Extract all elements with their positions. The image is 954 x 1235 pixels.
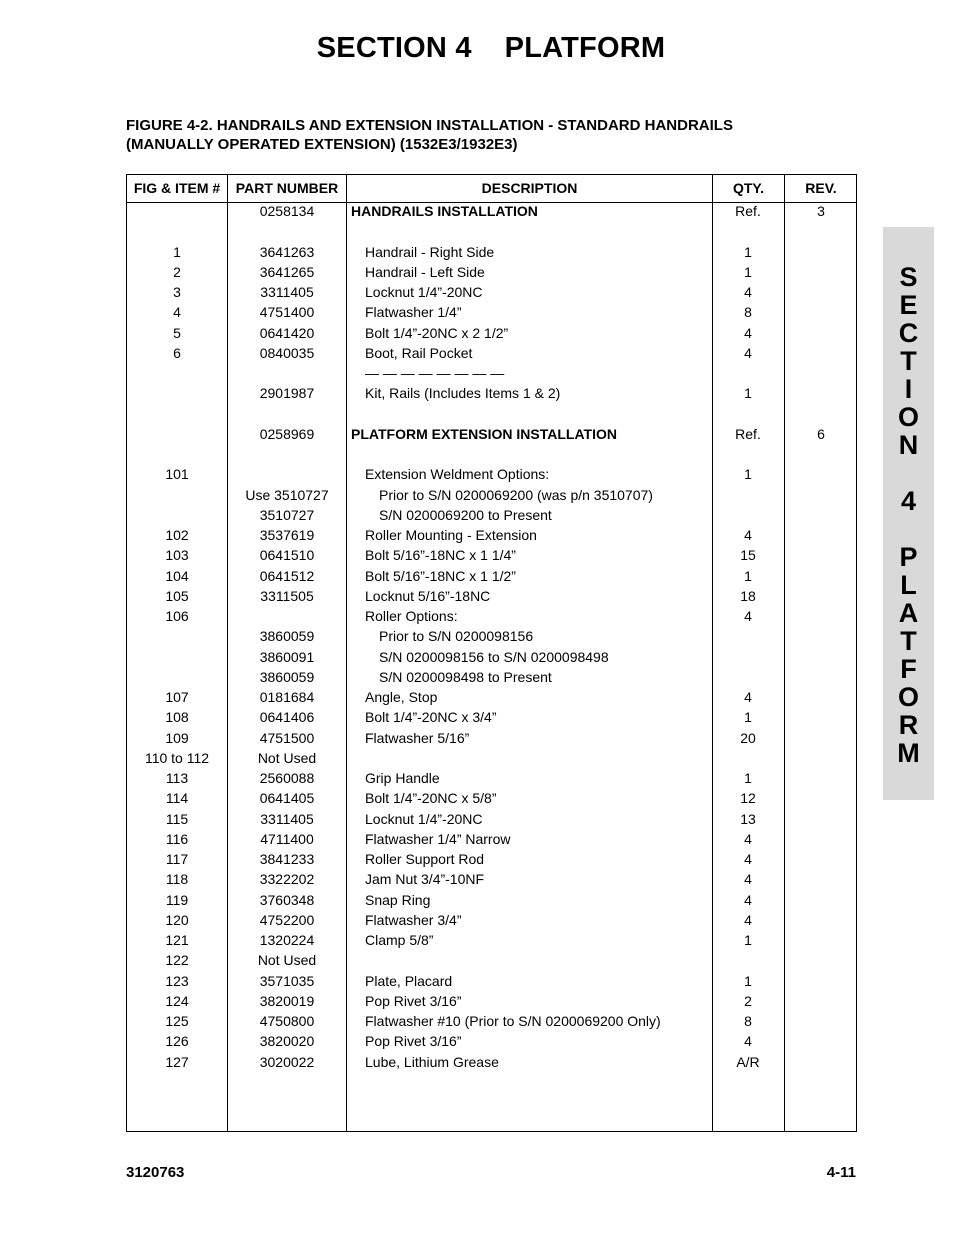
rev-cell [785, 325, 857, 342]
qty-cell: 4 [744, 344, 752, 361]
qty-cell: 1 [744, 385, 752, 402]
qty-cell: Ref. [735, 425, 761, 442]
fig-item-cell: 124 [165, 992, 189, 1009]
rev-cell [785, 790, 857, 807]
fig-item-cell: 125 [165, 1013, 189, 1029]
part-number-cell: 3322202 [259, 871, 315, 888]
part-number-cell: 2560088 [259, 770, 315, 786]
description-cell: Flatwasher 1/4” [365, 304, 462, 321]
rev-cell [785, 851, 857, 868]
description-cell: Plate, Placard [365, 972, 453, 989]
header-part-number: PART NUMBER [235, 180, 339, 196]
rev-cell [785, 628, 857, 645]
part-number-cell: 3860059 [259, 668, 315, 685]
qty-cell: 15 [740, 547, 756, 564]
fig-item-cell: 110 to 112 [144, 749, 210, 766]
qty-cell: 4 [744, 608, 752, 624]
rev-cell [785, 446, 857, 463]
section-side-tab [883, 227, 934, 800]
fig-item-cell [127, 628, 227, 645]
description-cell: Bolt 5/16”-18NC x 1 1/2” [365, 567, 516, 584]
description-cell: Clamp 5/8” [365, 932, 434, 948]
description-cell: PLATFORM EXTENSION INSTALLATION [351, 425, 617, 442]
fig-item-cell: 109 [165, 729, 189, 746]
part-number-cell [228, 446, 346, 463]
rev-cell [785, 831, 857, 848]
fig-item-cell [127, 223, 227, 240]
figure-title-line2: (MANUALLY OPERATED EXTENSION) (1532E3/1932E3) [126, 136, 518, 153]
rev-cell [785, 750, 857, 767]
qty-cell: 4 [744, 324, 752, 341]
rev-cell [785, 385, 857, 402]
part-number-cell: 3311505 [260, 587, 314, 604]
part-number-cell: 0258134 [259, 203, 315, 219]
qty-cell: 4 [744, 527, 752, 543]
fig-item-cell: 114 [165, 790, 189, 807]
description-cell: Bolt 5/16”-18NC x 1 1/4” [365, 547, 516, 564]
qty-cell: 4 [744, 891, 752, 908]
fig-item-cell [127, 446, 227, 463]
part-number-cell: 0258969 [259, 425, 315, 442]
description-cell: Pop Rivet 3/16” [365, 992, 462, 1009]
side-tab-letter: R [898, 710, 919, 740]
description-cell [351, 223, 711, 240]
fig-item-cell: 1 [173, 243, 181, 260]
qty-cell [713, 952, 783, 969]
qty-cell: 4 [744, 689, 752, 705]
part-number-cell: 3860091 [259, 648, 315, 665]
description-cell: S/N 0200098156 to S/N 0200098498 [379, 648, 609, 665]
side-tab-letter: I [904, 374, 913, 404]
parts-table [126, 174, 857, 1132]
qty-cell: 1 [744, 567, 752, 584]
qty-cell [713, 487, 783, 504]
qty-cell [713, 507, 783, 524]
rev-cell [785, 365, 857, 382]
side-tab-letter: N [898, 430, 919, 460]
fig-item-cell: 101 [165, 466, 189, 483]
rev-cell [785, 588, 857, 605]
footer-doc-number: 3120763 [126, 1164, 185, 1181]
fig-item-cell: 102 [165, 527, 189, 543]
qty-cell [713, 406, 783, 423]
part-number-cell [228, 365, 346, 382]
part-number-cell: 3641265 [259, 263, 315, 280]
fig-item-cell: 106 [165, 608, 189, 624]
description-cell: Locknut 5/16”-18NC [365, 587, 491, 604]
fig-item-cell: 117 [165, 851, 189, 867]
part-number-cell: 0641510 [259, 547, 315, 564]
part-number-cell: 3537619 [259, 527, 315, 543]
qty-cell: A/R [736, 1053, 760, 1070]
qty-cell: 1 [744, 932, 752, 948]
qty-cell: 1 [744, 263, 752, 280]
fig-item-cell [127, 669, 227, 686]
rev-cell [785, 649, 857, 666]
header-fig-item: FIG & ITEM # [133, 180, 221, 196]
side-tab-letter: P [899, 542, 918, 572]
side-tab-letter: S [899, 262, 918, 292]
fig-item-cell: 5 [173, 324, 181, 341]
column-divider [346, 175, 347, 1131]
header-description: DESCRIPTION [481, 180, 578, 196]
qty-cell [713, 750, 783, 767]
part-number-cell: 0641405 [259, 790, 315, 807]
qty-cell [713, 365, 783, 382]
description-cell: Kit, Rails (Includes Items 1 & 2) [365, 385, 561, 402]
qty-cell: 13 [740, 810, 756, 827]
fig-item-cell: 120 [165, 911, 189, 928]
part-number-cell: 3571035 [259, 972, 315, 989]
description-cell: Locknut 1/4”-20NC [365, 284, 483, 300]
rev-cell [785, 264, 857, 281]
fig-item-cell: 3 [173, 284, 181, 300]
qty-cell: 4 [744, 830, 752, 847]
fig-item-cell [127, 365, 227, 382]
fig-item-cell: 4 [173, 304, 181, 321]
description-cell: Roller Options: [365, 608, 458, 624]
part-number-cell: 0840035 [259, 344, 315, 361]
part-number-cell: 1320224 [259, 932, 315, 948]
part-number-cell [228, 406, 346, 423]
part-number-cell: 3860059 [259, 628, 315, 645]
header-rev: REV. [805, 180, 837, 196]
description-cell: Handrail - Right Side [365, 243, 495, 260]
description-cell: S/N 0200069200 to Present [379, 506, 552, 523]
qty-cell: 1 [744, 243, 752, 260]
qty-cell: 8 [744, 304, 752, 321]
rev-cell [785, 466, 857, 483]
rev-cell [785, 912, 857, 929]
rev-cell [785, 223, 857, 240]
qty-cell: 4 [744, 911, 752, 928]
description-cell: Flatwasher 5/16” [365, 729, 470, 746]
rev-cell [785, 932, 857, 949]
rev-cell [785, 770, 857, 787]
fig-item-cell: 113 [165, 770, 189, 786]
part-number-cell: 3311405 [260, 810, 314, 827]
side-tab-letter: L [900, 570, 917, 600]
fig-item-cell [127, 487, 227, 504]
side-tab-letter: C [898, 318, 919, 348]
rev-cell [785, 244, 857, 261]
part-number-cell: 3641263 [259, 243, 315, 260]
fig-item-cell: 118 [165, 871, 189, 888]
description-cell: Extension Weldment Options: [365, 466, 550, 483]
side-tab-letter: T [900, 346, 917, 376]
side-tab-letter: A [898, 598, 919, 628]
side-tab-letter: O [897, 402, 919, 432]
description-cell: — — — — — — — — [365, 365, 505, 381]
rev-cell [785, 1054, 857, 1071]
description-cell: Roller Mounting - Extension [365, 527, 537, 543]
description-cell: Grip Handle [365, 770, 440, 786]
part-number-cell: 2901987 [259, 385, 315, 402]
qty-cell: 12 [740, 790, 756, 807]
qty-cell [713, 446, 783, 463]
qty-cell: 1 [744, 770, 752, 786]
qty-cell: 4 [744, 284, 752, 300]
description-cell: Snap Ring [365, 891, 431, 908]
part-number-cell: 3020022 [259, 1053, 315, 1070]
rev-cell [785, 547, 857, 564]
rev-cell [785, 689, 857, 706]
qty-cell: 1 [744, 972, 752, 989]
description-cell [351, 446, 711, 463]
description-cell: Flatwasher #10 (Prior to S/N 0200069200 Only) [365, 1013, 661, 1029]
description-cell: Bolt 1/4”-20NC x 5/8” [365, 790, 497, 807]
part-number-cell: 0181684 [259, 689, 315, 705]
rev-cell [785, 952, 857, 969]
qty-cell: 20 [740, 729, 756, 746]
rev-cell [785, 973, 857, 990]
rev-cell [785, 871, 857, 888]
fig-item-cell: 103 [165, 547, 189, 564]
description-cell [351, 952, 711, 969]
rev-cell [785, 507, 857, 524]
side-tab-letter: M [897, 738, 920, 768]
qty-cell: 4 [744, 871, 752, 888]
footer-page-number: 4-11 [826, 1164, 856, 1181]
fig-item-cell [127, 426, 227, 443]
fig-item-cell: 123 [165, 972, 189, 989]
rev-cell [785, 993, 857, 1010]
part-number-cell: Not Used [257, 749, 317, 766]
description-cell: HANDRAILS INSTALLATION [351, 203, 538, 219]
qty-cell [713, 628, 783, 645]
part-number-cell: 4711400 [260, 830, 314, 847]
fig-item-cell: 6 [173, 344, 181, 361]
qty-cell: 18 [740, 587, 756, 604]
side-tab-letter: 4 [900, 486, 917, 516]
part-number-cell [228, 223, 346, 240]
section-title: SECTION 4 PLATFORM [316, 32, 666, 64]
fig-item-cell: 126 [165, 1033, 189, 1050]
part-number-cell: 4751400 [259, 304, 315, 321]
part-number-cell: 3510727 [259, 506, 315, 523]
description-cell: S/N 0200098498 to Present [379, 668, 552, 685]
rev-cell [785, 304, 857, 321]
qty-cell: Ref. [735, 203, 761, 219]
side-tab-letter: T [900, 626, 917, 656]
description-cell [351, 406, 711, 423]
part-number-cell: 3841233 [259, 851, 315, 867]
rev-cell [785, 709, 857, 726]
rev-cell [785, 1033, 857, 1050]
description-cell: Bolt 1/4”-20NC x 2 1/2” [365, 324, 509, 341]
rev-cell [785, 406, 857, 423]
rev-cell [785, 345, 857, 362]
description-cell: Prior to S/N 0200098156 [379, 628, 534, 645]
rev-cell [785, 1013, 857, 1030]
figure-title-line1: FIGURE 4-2. HANDRAILS AND EXTENSION INSTALLATION - STANDARD HANDRAILS [126, 117, 733, 134]
fig-item-cell: 115 [165, 810, 189, 827]
fig-item-cell: 121 [165, 932, 189, 948]
description-cell: Flatwasher 1/4” Narrow [365, 830, 511, 847]
fig-item-cell [127, 649, 227, 666]
part-number-cell: 4750800 [259, 1013, 315, 1029]
fig-item-cell [127, 385, 227, 402]
fig-item-cell [127, 507, 227, 524]
description-cell: Jam Nut 3/4”-10NF [365, 871, 485, 888]
rev-cell [785, 892, 857, 909]
part-number-cell: 4752200 [259, 911, 315, 928]
description-cell: Flatwasher 3/4” [365, 911, 462, 928]
qty-cell: 1 [744, 466, 752, 483]
qty-cell: 4 [744, 1033, 752, 1050]
fig-item-cell: 116 [165, 830, 189, 847]
description-cell: Handrail - Left Side [365, 263, 485, 280]
description-cell: Prior to S/N 0200069200 (was p/n 3510707) [379, 486, 653, 503]
part-number-cell: 3311405 [260, 284, 314, 300]
description-cell: Boot, Rail Pocket [365, 344, 473, 361]
part-number-cell: 0641406 [259, 709, 315, 726]
part-number-cell: Not Used [257, 952, 317, 969]
qty-cell: 8 [744, 1013, 752, 1029]
rev-cell [785, 527, 857, 544]
description-cell: Angle, Stop [365, 689, 438, 705]
part-number-cell: 0641420 [259, 324, 315, 341]
rev-cell [785, 487, 857, 504]
side-tab-letter: E [899, 290, 918, 320]
qty-cell: 4 [744, 851, 752, 867]
description-cell: Roller Support Rod [365, 851, 485, 867]
part-number-cell: Use 3510727 [245, 486, 329, 503]
part-number-cell: 3820020 [259, 1033, 315, 1050]
qty-cell [713, 669, 783, 686]
fig-item-cell: 105 [165, 587, 189, 604]
qty-cell [713, 223, 783, 240]
rev-cell: 3 [817, 203, 825, 219]
qty-cell: 1 [744, 709, 752, 726]
part-number-cell: 4751500 [259, 729, 315, 746]
description-cell [351, 750, 711, 767]
qty-cell [713, 649, 783, 666]
fig-item-cell: 122 [165, 952, 189, 969]
fig-item-cell: 104 [165, 567, 189, 584]
side-tab-letter: F [900, 654, 917, 684]
fig-item-cell: 108 [165, 709, 189, 726]
part-number-cell [228, 466, 346, 483]
description-cell: Locknut 1/4”-20NC [365, 810, 483, 827]
rev-cell [785, 284, 857, 301]
part-number-cell: 3760348 [259, 891, 315, 908]
rev-cell [785, 730, 857, 747]
description-cell: Lube, Lithium Grease [365, 1053, 499, 1070]
side-tab-letter: O [897, 682, 919, 712]
qty-cell: 2 [744, 992, 752, 1009]
description-cell: Bolt 1/4”-20NC x 3/4” [365, 709, 497, 726]
description-cell: Pop Rivet 3/16” [365, 1033, 462, 1050]
fig-item-cell: 127 [165, 1053, 189, 1070]
rev-cell [785, 669, 857, 686]
header-qty: QTY. [732, 180, 765, 196]
fig-item-cell [127, 203, 227, 220]
part-number-cell: 0641512 [259, 567, 315, 584]
fig-item-cell: 2 [173, 263, 181, 280]
fig-item-cell: 119 [165, 891, 189, 908]
fig-item-cell: 107 [165, 689, 189, 705]
fig-item-cell [127, 406, 227, 423]
rev-cell: 6 [817, 425, 825, 442]
part-number-cell: 3820019 [259, 992, 315, 1009]
rev-cell [785, 568, 857, 585]
rev-cell [785, 811, 857, 828]
rev-cell [785, 608, 857, 625]
figure-title [126, 116, 846, 154]
part-number-cell [228, 608, 346, 625]
